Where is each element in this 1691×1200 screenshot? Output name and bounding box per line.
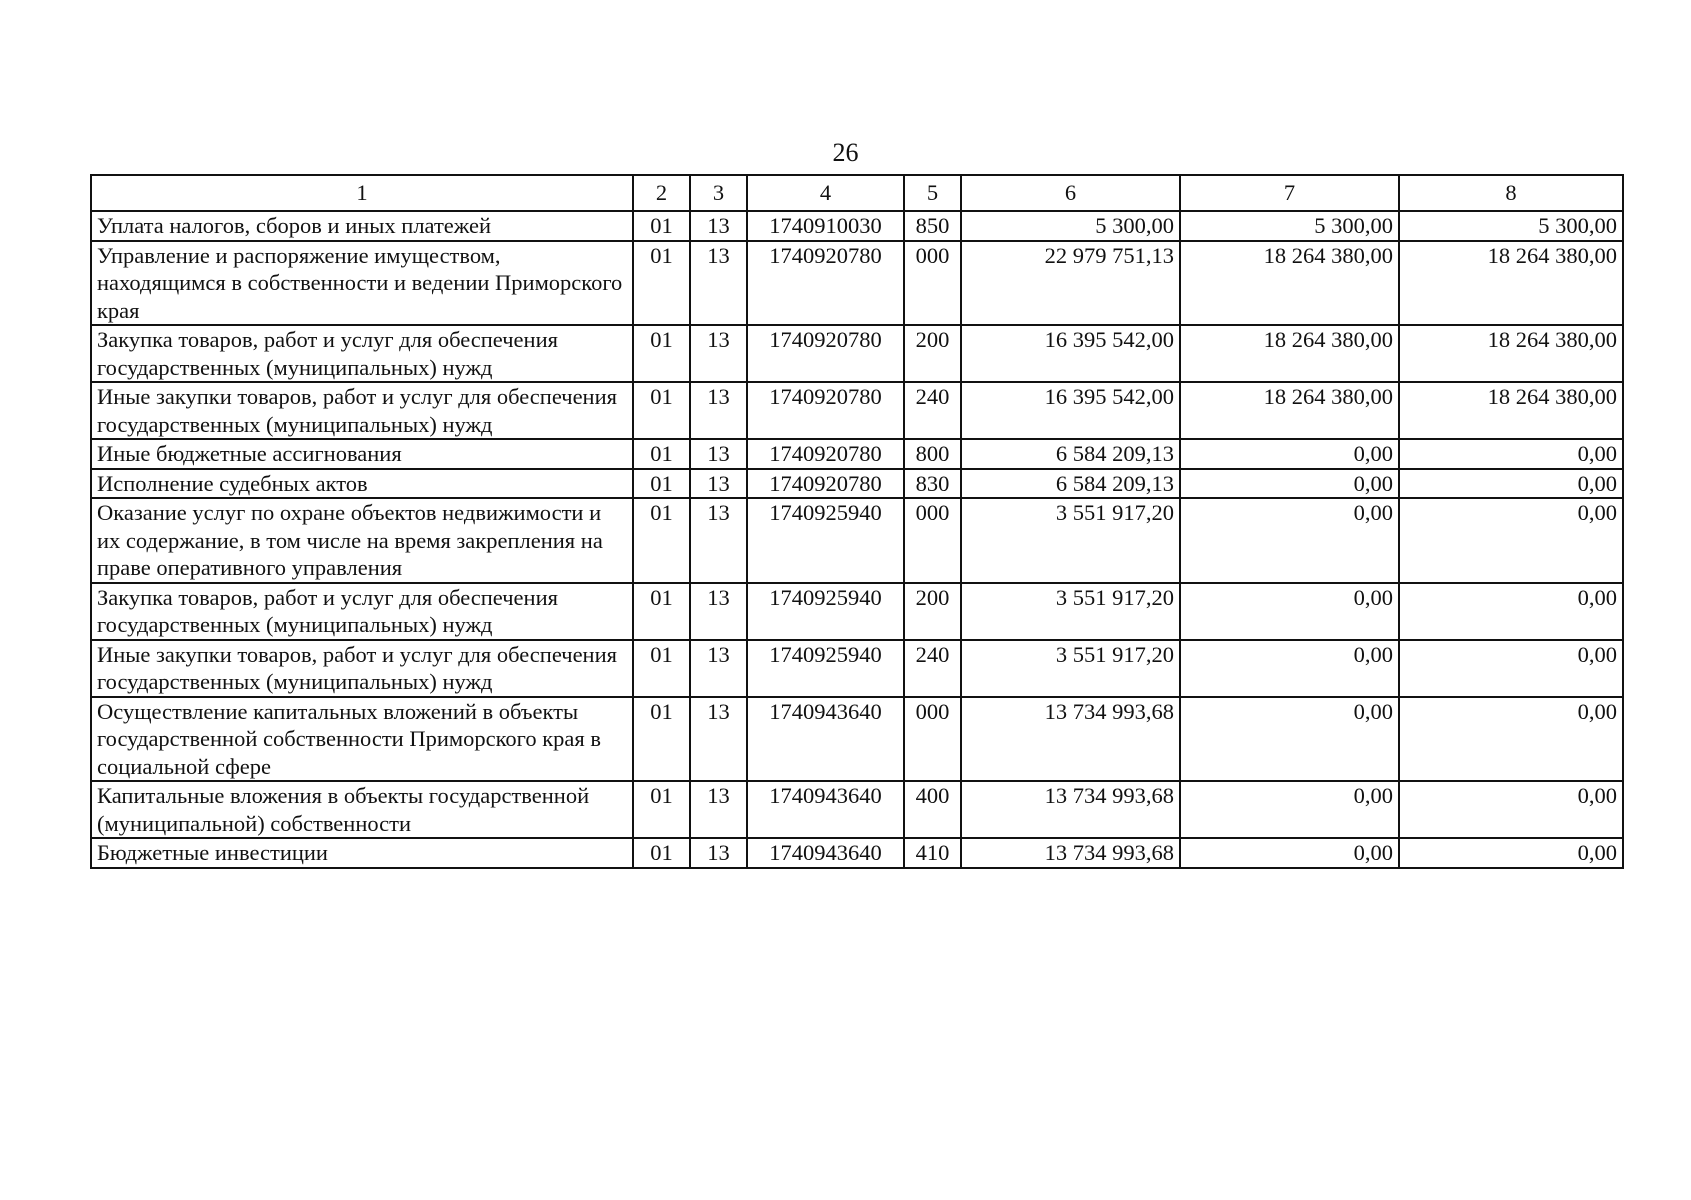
amount-col7: 18 264 380,00 <box>1180 325 1399 382</box>
amount-col6: 16 395 542,00 <box>961 382 1180 439</box>
target-article-code: 1740925940 <box>747 640 904 697</box>
amount-col6: 6 584 209,13 <box>961 439 1180 469</box>
section-code: 01 <box>633 382 690 439</box>
amount-col8: 18 264 380,00 <box>1399 382 1623 439</box>
section-code: 01 <box>633 697 690 782</box>
amount-col6: 22 979 751,13 <box>961 241 1180 326</box>
target-article-code: 1740920780 <box>747 439 904 469</box>
table-row <box>91 498 1623 583</box>
expense-type-code: 240 <box>904 382 961 439</box>
amount-col8: 0,00 <box>1399 583 1623 640</box>
amount-col8: 5 300,00 <box>1399 211 1623 241</box>
subsection-code: 13 <box>690 469 747 499</box>
amount-col8: 18 264 380,00 <box>1399 241 1623 326</box>
subsection-code: 13 <box>690 781 747 838</box>
expense-type-code: 850 <box>904 211 961 241</box>
section-code: 01 <box>633 241 690 326</box>
amount-col7: 0,00 <box>1180 469 1399 499</box>
section-code: 01 <box>633 583 690 640</box>
amount-col6: 16 395 542,00 <box>961 325 1180 382</box>
page-number: 26 <box>832 138 859 167</box>
table-row <box>91 211 1623 241</box>
target-article-code: 1740925940 <box>747 583 904 640</box>
budget-table <box>90 174 1624 869</box>
column-header: 4 <box>747 175 904 211</box>
table-row <box>91 439 1623 469</box>
row-name: Уплата налогов, сборов и иных платежей <box>91 211 633 241</box>
amount-col6: 6 584 209,13 <box>961 469 1180 499</box>
row-name: Оказание услуг по охране объектов недвижимости и их содержание, в том числе на время закрепления на праве оперативного управления <box>91 498 633 583</box>
amount-col8: 0,00 <box>1399 781 1623 838</box>
subsection-code: 13 <box>690 838 747 868</box>
target-article-code: 1740910030 <box>747 211 904 241</box>
section-code: 01 <box>633 469 690 499</box>
amount-col7: 0,00 <box>1180 640 1399 697</box>
column-header: 5 <box>904 175 961 211</box>
amount-col8: 18 264 380,00 <box>1399 325 1623 382</box>
table-row <box>91 583 1623 640</box>
amount-col8: 0,00 <box>1399 640 1623 697</box>
amount-col7: 5 300,00 <box>1180 211 1399 241</box>
amount-col7: 0,00 <box>1180 838 1399 868</box>
subsection-code: 13 <box>690 583 747 640</box>
target-article-code: 1740920780 <box>747 241 904 326</box>
subsection-code: 13 <box>690 382 747 439</box>
column-header: 7 <box>1180 175 1399 211</box>
target-article-code: 1740943640 <box>747 781 904 838</box>
row-name: Капитальные вложения в объекты государственной (муниципальной) собственности <box>91 781 633 838</box>
target-article-code: 1740920780 <box>747 382 904 439</box>
table-row <box>91 781 1623 838</box>
column-header: 6 <box>961 175 1180 211</box>
row-name: Иные закупки товаров, работ и услуг для обеспечения государственных (муниципальных) нужд <box>91 640 633 697</box>
subsection-code: 13 <box>690 697 747 782</box>
amount-col6: 3 551 917,20 <box>961 498 1180 583</box>
expense-type-code: 000 <box>904 498 961 583</box>
amount-col7: 18 264 380,00 <box>1180 382 1399 439</box>
expense-type-code: 800 <box>904 439 961 469</box>
expense-type-code: 000 <box>904 241 961 326</box>
table-row <box>91 382 1623 439</box>
row-name: Иные закупки товаров, работ и услуг для обеспечения государственных (муниципальных) нужд <box>91 382 633 439</box>
amount-col8: 0,00 <box>1399 439 1623 469</box>
amount-col6: 3 551 917,20 <box>961 640 1180 697</box>
table-row <box>91 241 1623 326</box>
target-article-code: 1740925940 <box>747 498 904 583</box>
expense-type-code: 200 <box>904 325 961 382</box>
amount-col7: 18 264 380,00 <box>1180 241 1399 326</box>
amount-col8: 0,00 <box>1399 469 1623 499</box>
table-row <box>91 838 1623 868</box>
amount-col7: 0,00 <box>1180 439 1399 469</box>
expense-type-code: 410 <box>904 838 961 868</box>
section-code: 01 <box>633 325 690 382</box>
amount-col6: 3 551 917,20 <box>961 583 1180 640</box>
header-row <box>91 175 1623 211</box>
amount-col6: 13 734 993,68 <box>961 697 1180 782</box>
row-name: Иные бюджетные ассигнования <box>91 439 633 469</box>
row-name: Осуществление капитальных вложений в объекты государственной собственности Приморского края в социальной сфере <box>91 697 633 782</box>
subsection-code: 13 <box>690 211 747 241</box>
amount-col6: 5 300,00 <box>961 211 1180 241</box>
subsection-code: 13 <box>690 640 747 697</box>
subsection-code: 13 <box>690 241 747 326</box>
section-code: 01 <box>633 781 690 838</box>
section-code: 01 <box>633 640 690 697</box>
row-name: Управление и распоряжение имуществом, находящимся в собственности и ведении Приморского края <box>91 241 633 326</box>
section-code: 01 <box>633 838 690 868</box>
section-code: 01 <box>633 211 690 241</box>
expense-type-code: 830 <box>904 469 961 499</box>
target-article-code: 1740920780 <box>747 469 904 499</box>
row-name: Закупка товаров, работ и услуг для обеспечения государственных (муниципальных) нужд <box>91 325 633 382</box>
amount-col6: 13 734 993,68 <box>961 781 1180 838</box>
amount-col7: 0,00 <box>1180 697 1399 782</box>
column-header: 2 <box>633 175 690 211</box>
subsection-code: 13 <box>690 439 747 469</box>
table-row <box>91 697 1623 782</box>
row-name: Бюджетные инвестиции <box>91 838 633 868</box>
expense-type-code: 000 <box>904 697 961 782</box>
table-row <box>91 325 1623 382</box>
amount-col7: 0,00 <box>1180 781 1399 838</box>
amount-col7: 0,00 <box>1180 583 1399 640</box>
section-code: 01 <box>633 439 690 469</box>
table-row <box>91 640 1623 697</box>
subsection-code: 13 <box>690 498 747 583</box>
expense-type-code: 200 <box>904 583 961 640</box>
target-article-code: 1740943640 <box>747 697 904 782</box>
amount-col8: 0,00 <box>1399 838 1623 868</box>
amount-col8: 0,00 <box>1399 697 1623 782</box>
row-name: Закупка товаров, работ и услуг для обеспечения государственных (муниципальных) нужд <box>91 583 633 640</box>
column-header: 8 <box>1399 175 1623 211</box>
section-code: 01 <box>633 498 690 583</box>
row-name: Исполнение судебных актов <box>91 469 633 499</box>
column-header: 1 <box>91 175 633 211</box>
subsection-code: 13 <box>690 325 747 382</box>
table-row <box>91 469 1623 499</box>
expense-type-code: 400 <box>904 781 961 838</box>
amount-col6: 13 734 993,68 <box>961 838 1180 868</box>
column-header: 3 <box>690 175 747 211</box>
amount-col7: 0,00 <box>1180 498 1399 583</box>
amount-col8: 0,00 <box>1399 498 1623 583</box>
target-article-code: 1740920780 <box>747 325 904 382</box>
expense-type-code: 240 <box>904 640 961 697</box>
target-article-code: 1740943640 <box>747 838 904 868</box>
